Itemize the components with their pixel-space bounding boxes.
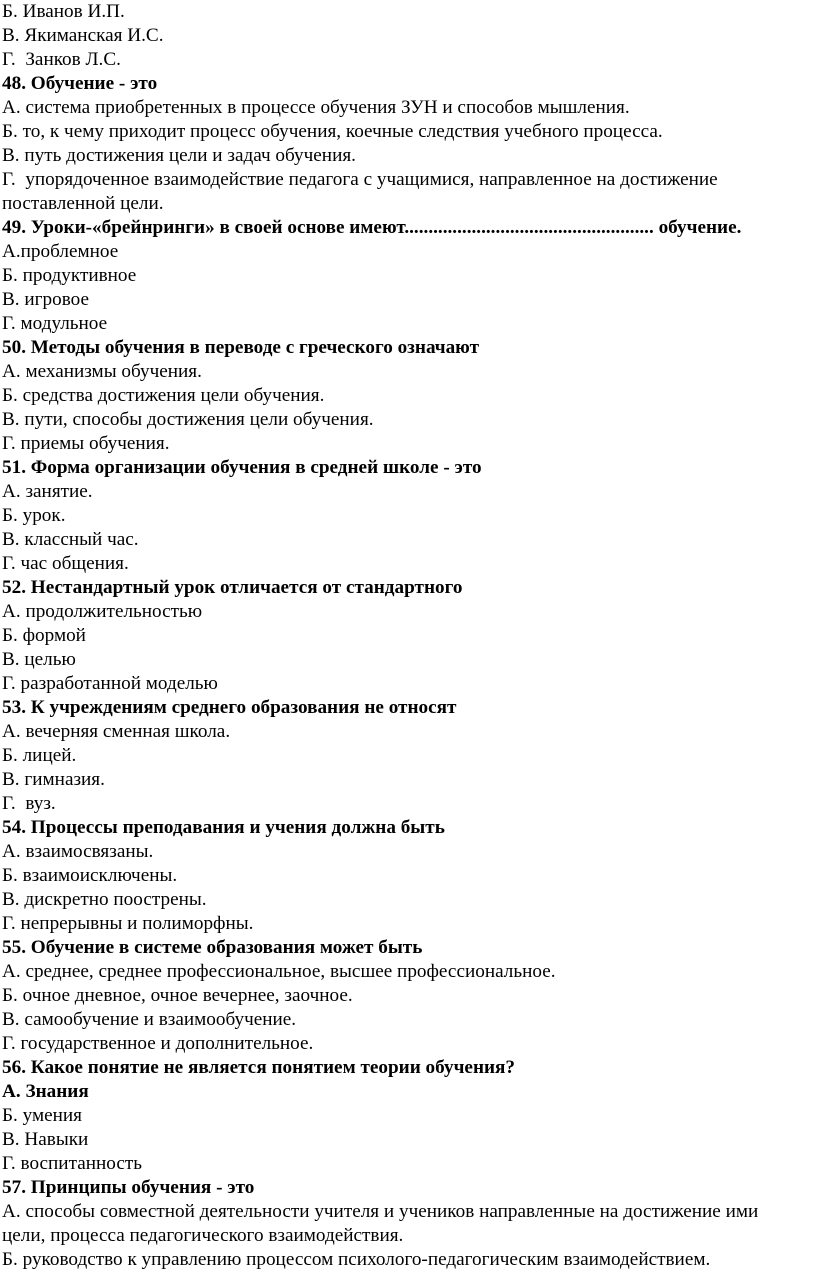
answer-line: А. вечерняя сменная школа.: [2, 721, 231, 742]
answer-line: Б. то, к чему приходит процесс обучения, коечные следствия учебного процесса.: [2, 121, 663, 142]
question-line: 55. Обучение в системе образования может быть: [2, 937, 423, 958]
answer-line: Г. Занков Л.С.: [2, 49, 121, 70]
answer-line: Г. вуз.: [2, 793, 56, 814]
question-line: 50. Методы обучения в переводе с греческого означают: [2, 337, 480, 358]
question-line: А. Знания: [2, 1081, 89, 1102]
answer-line: Б. взаимоисключены.: [2, 865, 178, 886]
answer-line: В. путь достижения цели и задач обучения.: [2, 145, 356, 166]
question-line: 48. Обучение - это: [2, 73, 158, 94]
answer-line: В. Якиманская И.С.: [2, 25, 164, 46]
answer-line: Б. Иванов И.П.: [2, 1, 125, 22]
answer-line: Г. воспитанность: [2, 1153, 142, 1174]
answer-line: В. Навыки: [2, 1129, 89, 1150]
answer-line: Б. очное дневное, очное вечернее, заочное.: [2, 985, 353, 1006]
question-line: 51. Форма организации обучения в средней школе - это: [2, 457, 482, 478]
answer-line: А. способы совместной деятельности учителя и учеников направленные на достижение ими цели, процесса педагогического взаимодействия.: [2, 1201, 764, 1246]
answer-line: А. среднее, среднее профессиональное, высшее профессиональное.: [2, 961, 556, 982]
answer-line: В. классный час.: [2, 529, 139, 550]
answer-line: В. дискретно поострены.: [2, 889, 207, 910]
answer-line: Б. урок.: [2, 505, 66, 526]
answer-line: В. гимназия.: [2, 769, 105, 790]
question-line: 56. Какое понятие не является понятием теории обучения?: [2, 1057, 516, 1078]
answer-line: А. занятие.: [2, 481, 93, 502]
answer-line: А. взаимосвязаны.: [2, 841, 154, 862]
answer-line: Б. руководство к управлению процессом психолого-педагогическим взаимодействием.: [2, 1249, 711, 1270]
answer-line: Б. лицей.: [2, 745, 77, 766]
question-line: 49. Уроки-«брейнринги» в своей основе имеют.................................................... обучение.: [2, 217, 742, 238]
answer-line: Г. упорядоченное взаимодействие педагога с учащимися, направленное на достижение поставленной цели.: [2, 169, 723, 214]
answer-line: Б. формой: [2, 625, 86, 646]
answer-line: В. самообучение и взаимообучение.: [2, 1009, 297, 1030]
question-line: 54. Процессы преподавания и учения должна быть: [2, 817, 445, 838]
answer-line: Б. умения: [2, 1105, 82, 1126]
answer-line: А. механизмы обучения.: [2, 361, 202, 382]
answer-line: Г. государственное и дополнительное.: [2, 1033, 314, 1054]
answer-line: Г. разработанной моделью: [2, 673, 218, 694]
answer-line: А. система приобретенных в процессе обучения ЗУН и способов мышления.: [2, 97, 630, 118]
answer-line: Г. модульное: [2, 313, 108, 334]
answer-line: Г. непрерывны и полиморфны.: [2, 913, 254, 934]
answer-line: В. игровое: [2, 289, 89, 310]
answer-line: Г. приемы обучения.: [2, 433, 170, 454]
answer-line: Б. продуктивное: [2, 265, 137, 286]
answer-line: Б. средства достижения цели обучения.: [2, 385, 325, 406]
question-line: 53. К учреждениям среднего образования не относят: [2, 697, 457, 718]
answer-line: В. целью: [2, 649, 76, 670]
answer-line: Г. час общения.: [2, 553, 129, 574]
answer-line: А. продолжительностью: [2, 601, 203, 622]
answer-line: В. пути, способы достижения цели обучения.: [2, 409, 374, 430]
answer-line: А.проблемное: [2, 241, 119, 262]
question-line: 57. Принципы обучения - это: [2, 1177, 255, 1198]
question-line: 52. Нестандартный урок отличается от стандартного: [2, 577, 463, 598]
